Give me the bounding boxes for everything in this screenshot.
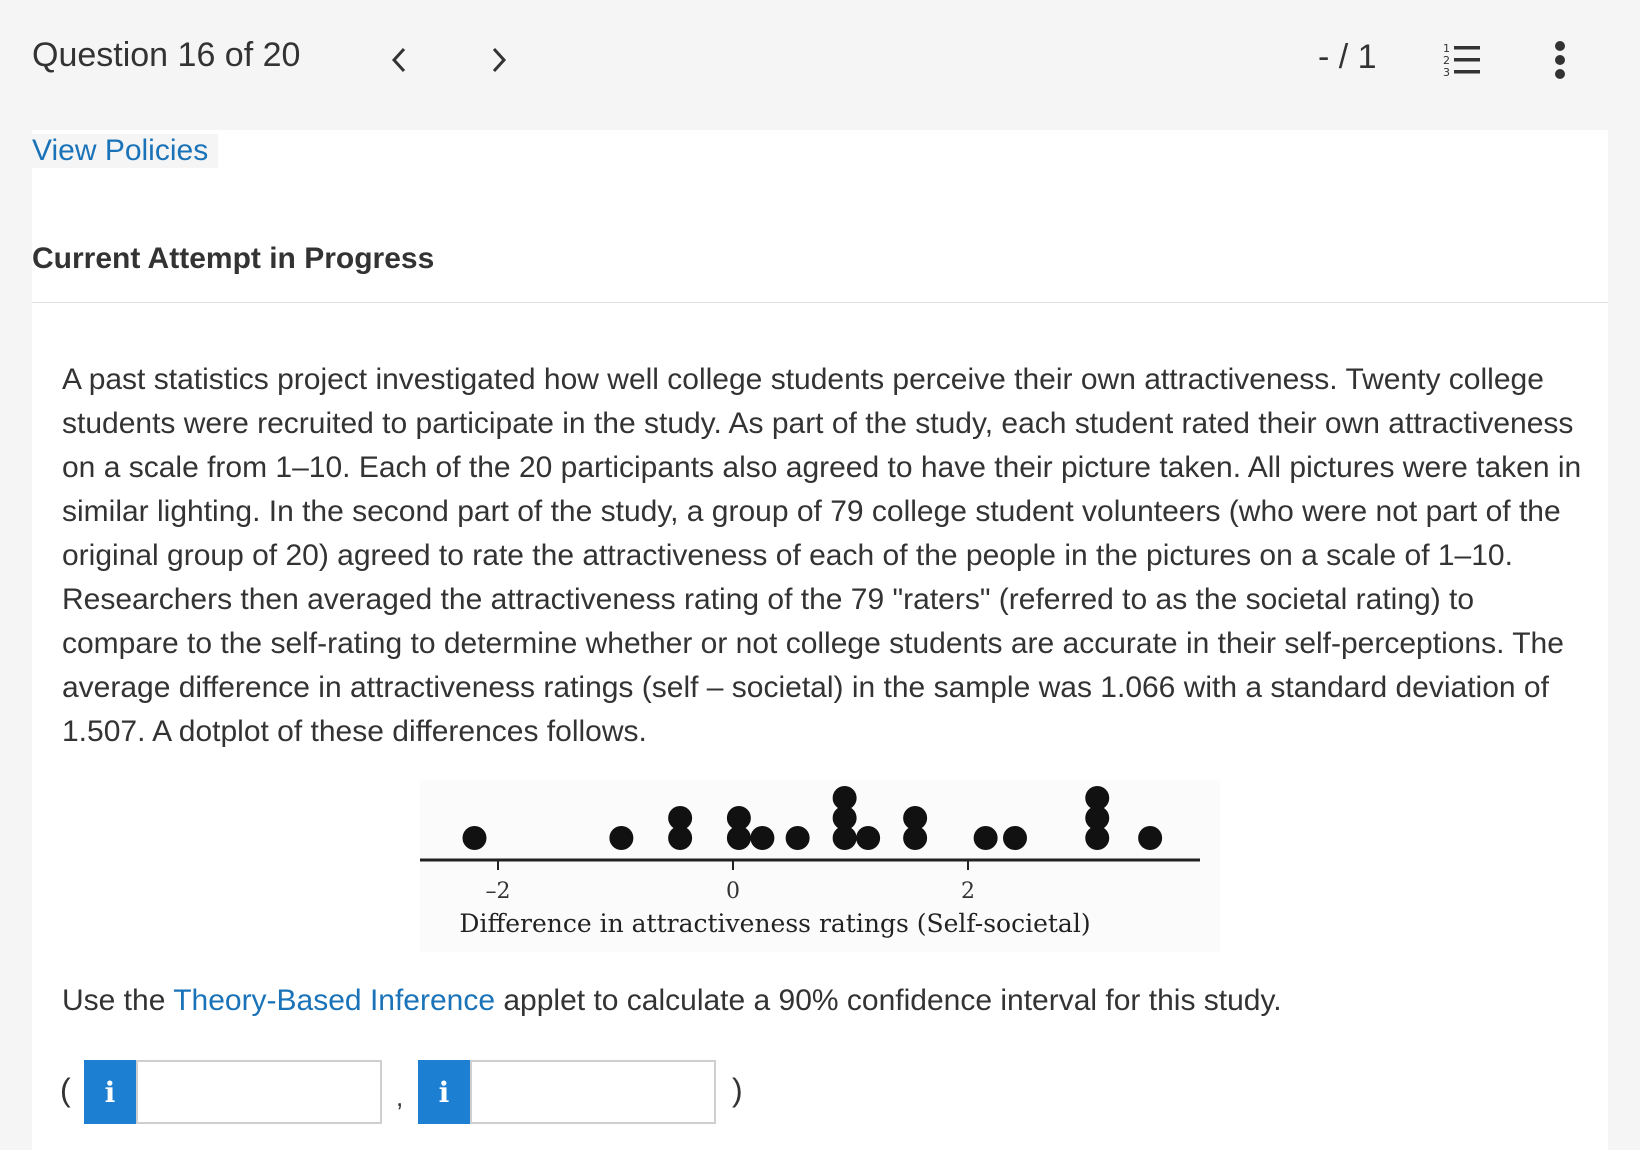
dotplot-tick-label: –2 [485, 879, 511, 904]
instruction-suffix: applet to calculate a 90% confidence interval for this study. [495, 984, 1282, 1017]
question-panel [32, 130, 1608, 1150]
svg-text:1: 1 [1443, 42, 1450, 55]
vertical-ellipsis-icon [1548, 38, 1572, 82]
dotplot-tick-label: 0 [726, 879, 740, 904]
info-button-lower[interactable] [84, 1060, 136, 1124]
info-icon: i [438, 1075, 450, 1109]
dotplot-x-label: Difference in attractiveness ratings (Self-societal) [459, 909, 1091, 938]
open-paren: ( [60, 1072, 71, 1108]
next-question-button[interactable] [482, 40, 516, 80]
dotplot-dot [903, 806, 927, 830]
dotplot-dot [786, 826, 810, 850]
info-icon: i [104, 1075, 116, 1109]
comma-separator: , [396, 1082, 404, 1112]
previous-question-button[interactable] [382, 40, 416, 80]
more-options-button[interactable] [1548, 38, 1572, 82]
instruction-prefix: Use the [62, 984, 174, 1017]
question-score: - / 1 [1318, 38, 1377, 76]
dotplot-dot [463, 826, 487, 850]
close-paren: ) [732, 1072, 743, 1108]
svg-text:2: 2 [1443, 54, 1450, 67]
svg-text:3: 3 [1443, 66, 1450, 79]
policies-bar [32, 130, 1608, 186]
question-text: A past statistics project investigated how well college students perceive their own attractiveness. Twenty college students were recruited to participate in the study. As part of the study, each student rated their own attractiveness on a scale from 1–10. Each of the 20 participants also agreed to have their picture taken. All pictures were taken in similar lighting. In the second part of the study, a group of 79 college student volunteers (who were not part of the original group of 20) agreed to rate the attractiveness of each of the people in the pictures on a scale of 1–10. Researchers then averaged the attractiveness rating of the 79 "raters" (referred to as the societal rating) to compare to the self-rating to determine whether or not college students are accurate in their self-perceptions. The average difference in attractiveness ratings (self – societal) in the sample was 1.066 with a standard deviation of 1.507. A dotplot of these differences follows. [62, 363, 1582, 748]
dotplot-figure [420, 780, 1220, 952]
confidence-interval-answer [60, 1060, 960, 1126]
question-header [0, 0, 1640, 120]
dotplot-chart [420, 780, 1220, 952]
info-button-upper[interactable] [418, 1060, 470, 1124]
chevron-left-icon [390, 46, 408, 74]
question-counter: Question 16 of 20 [32, 36, 301, 74]
attempt-heading: Current Attempt in Progress [32, 242, 435, 275]
numbered-list-icon [1442, 40, 1482, 80]
theory-based-inference-link[interactable]: Theory-Based Inference [173, 984, 496, 1017]
dotplot-dot [1085, 786, 1109, 810]
dotplot-dot [856, 826, 880, 850]
view-policies-link[interactable]: View Policies [32, 134, 218, 168]
lower-bound-input[interactable] [136, 1060, 382, 1124]
dotplot-tick-label: 2 [961, 879, 975, 904]
chevron-right-icon [490, 46, 508, 74]
upper-bound-input[interactable] [470, 1060, 716, 1124]
dotplot-dot [1003, 826, 1027, 850]
instruction-text [62, 984, 1282, 1018]
dotplot-dot [727, 806, 751, 830]
dotplot-dot [668, 806, 692, 830]
dotplot-dot [974, 826, 998, 850]
dotplot-dot [1138, 826, 1162, 850]
dotplot-dot [609, 826, 633, 850]
divider [32, 302, 1608, 303]
dotplot-dot [833, 786, 857, 810]
question-list-button[interactable] [1442, 40, 1482, 80]
dotplot-dot [750, 826, 774, 850]
